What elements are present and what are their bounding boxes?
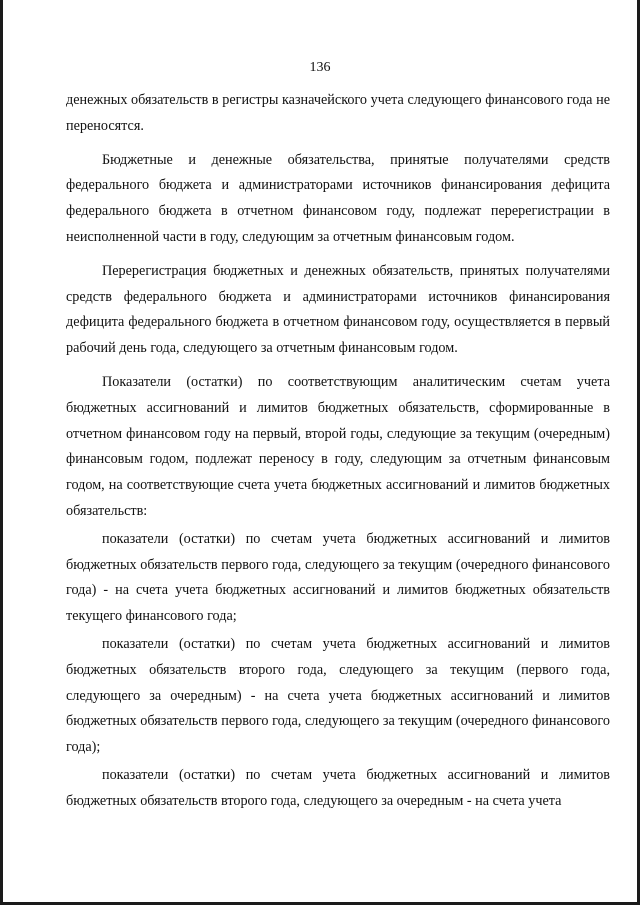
scan-border-left (0, 0, 3, 905)
paragraph-balances-transfer: Показатели (остатки) по соответствующим аналитическим счетам учета бюджетных ассигнований и лимитов бюджетных обязательств, сформированные в отчетном финансовом году на первый, второй годы, следующие за текущим (очередным) финансовым годом, подлежат переносу в году, следующим за отчетным финансовым годом, на соответствующие счета учета бюджетных ассигнований и лимитов бюджетных обязательств: (66, 373, 610, 519)
paragraph-reregistration-date: Перерегистрация бюджетных и денежных обязательств, принятых получателями средств федерального бюджета и администраторами источников финансирования дефицита федерального бюджета в отчетном финансовом году, осуществляется в первый рабочий день года, следующего за отчетным финансовым годом. (66, 262, 610, 357)
list-item-second-year-after-next: показатели (остатки) по счетам учета бюджетных ассигнований и лимитов бюджетных обязательств второго года, следующего за очередным - на счета учета (66, 766, 610, 809)
paragraph-reregistration-requirement: Бюджетные и денежные обязательства, принятые получателями средств федерального бюджета и администраторами источников финансирования дефицита федерального бюджета в отчетном финансовом году, подлежат перерегистрации в неисполненной части в году, следующим за отчетным финансовым годом. (66, 151, 610, 245)
paragraph-continuation: денежных обязательств в регистры казначейского учета следующего финансового года не переносятся. (66, 92, 610, 134)
page-number: 136 (309, 60, 331, 75)
list-item-first-year: показатели (остатки) по счетам учета бюджетных ассигнований и лимитов бюджетных обязательств первого года, следующего за текущим (очередного финансового года) - на счета учета бюджетных ассигнований и лимитов бюджетных обязательств текущего финансового года; (66, 530, 610, 625)
list-item-second-year: показатели (остатки) по счетам учета бюджетных ассигнований и лимитов бюджетных обязательств второго года, следующего за текущим (первого года, следующего за очередным) - на счета учета бюджетных ассигнований и лимитов бюджетных обязательств первого года, следующего за текущим (очередного финансового года); (66, 635, 610, 756)
document-body (66, 88, 610, 815)
